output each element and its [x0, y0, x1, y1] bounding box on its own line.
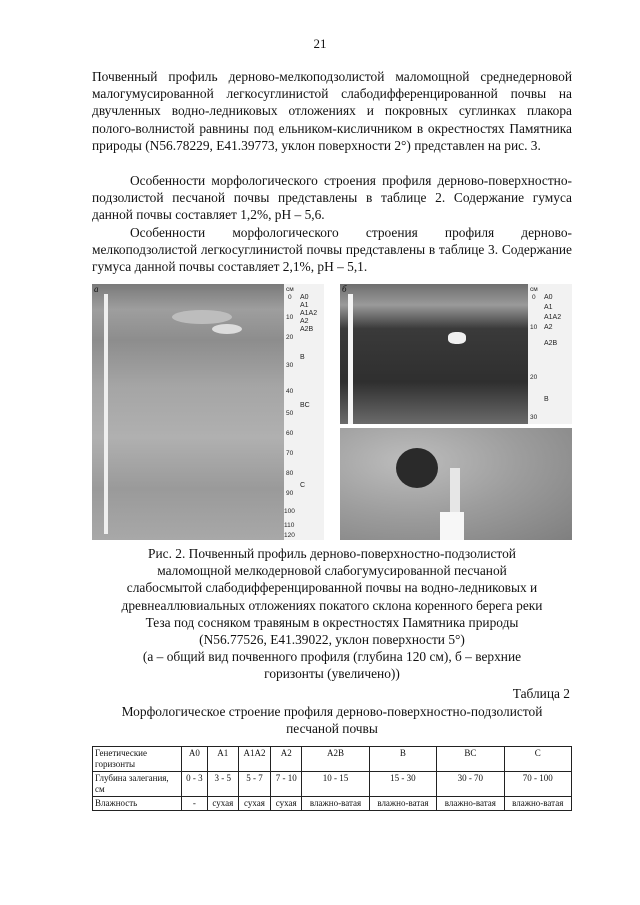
table-cell: A1A2	[238, 747, 270, 772]
horizon-label: A2	[544, 324, 553, 331]
caption-line: Рис. 2. Почвенный профиль дерново-поверхностно-подзолистой	[148, 546, 516, 561]
horizon-label: A0	[300, 294, 309, 301]
figure-caption	[92, 545, 572, 683]
horizon-label: A2	[300, 318, 309, 325]
table-cell: A0	[182, 747, 208, 772]
table-row	[93, 747, 572, 772]
caption-line: маломощной мелкодерновой слабогумусированной песчаной	[157, 563, 507, 579]
horizon-label: A1A2	[300, 310, 318, 317]
tick-label: 90	[286, 490, 294, 497]
table-cell: сухая	[271, 797, 302, 811]
table-cell: влажно-ватая	[302, 797, 369, 811]
table-cell: C	[504, 747, 571, 772]
morphology-table	[92, 746, 572, 811]
horizon-label: A1	[300, 302, 309, 309]
tick-label: 20	[530, 374, 538, 381]
tick-label: 80	[286, 470, 294, 477]
table-title-line: Морфологическое строение профиля дерново-поверхностно-подзолистой	[121, 704, 543, 719]
caption-line: слабосмытой слабодифференцированной почвы на водно-ледниковых и	[126, 580, 538, 596]
horizon-label: B	[544, 396, 549, 403]
row-header: Глубина залегания, см	[93, 772, 182, 797]
photo-label-a: а	[94, 284, 99, 294]
tick-label: 10	[286, 314, 294, 321]
table-cell: влажно-ватая	[437, 797, 504, 811]
table-cell: 10 - 15	[302, 772, 369, 797]
soil-closeup-photo	[340, 428, 572, 540]
table-row	[93, 772, 572, 797]
tick-label: 40	[286, 388, 294, 395]
tick-label: 0	[288, 294, 292, 301]
table-row	[93, 797, 572, 811]
tick-label: 30	[530, 414, 538, 421]
tick-label: 60	[286, 430, 294, 437]
caption-line: Теза под сосняком травяным в окрестностях Памятника природы	[145, 614, 519, 630]
caption-line: (N56.77526, E41.39022, уклон поверхности 5°)	[199, 632, 465, 648]
table-title-line: песчаной почвы	[286, 721, 378, 737]
row-header: Влажность	[93, 797, 182, 811]
table-cell: 70 - 100	[504, 772, 571, 797]
horizon-label: A2B	[544, 340, 558, 347]
table-cell: A2B	[302, 747, 369, 772]
paragraph-3: Особенности морфологического строения профиля дерново-мелкоподзолистой легкосуглинистой почвы представлены в таблице 3. Содержание гумуса данной почвы составляет 2,1%, pH – 5,1.	[92, 225, 572, 275]
soil-profile-photo-a	[92, 284, 324, 540]
table-cell: BC	[437, 747, 504, 772]
table-cell: сухая	[207, 797, 238, 811]
table-cell: A1	[207, 747, 238, 772]
tick-label: 20	[286, 334, 294, 341]
table-cell: 15 - 30	[369, 772, 436, 797]
table-cell: 30 - 70	[437, 772, 504, 797]
unit-label-a: см	[286, 286, 294, 293]
table-cell: 3 - 5	[207, 772, 238, 797]
table-cell: 0 - 3	[182, 772, 208, 797]
table-title	[92, 703, 572, 737]
paragraph-1: Почвенный профиль дерново-мелкоподзолистой маломощной среднедерновой малогумусированной легкосуглинистой слабодифференцированной почвы на двучленных водно-ледниковых отложениях и покровных суглинках плакора полого-волнистой равнины под ельником-кисличником в окрестностях Памятника природы (N56.78229, E41.39773, уклон поверхности 2°) представлен на рис. 3.	[92, 69, 572, 153]
table-cell: влажно-ватая	[504, 797, 571, 811]
tick-label: 120	[284, 532, 295, 539]
page-number: 21	[313, 36, 327, 51]
table-cell: A2	[271, 747, 302, 772]
horizon-label: A1	[544, 304, 553, 311]
horizon-label: A0	[544, 294, 553, 301]
table-cell: B	[369, 747, 436, 772]
horizon-label: A2B	[300, 326, 314, 333]
horizon-label: A1A2	[544, 314, 562, 321]
unit-label-b: см	[530, 286, 538, 293]
paragraph-2: Особенности морфологического строения профиля дерново-поверхностно-подзолистой песчаной почвы представлены в таблице 2. Содержание гумуса данной почвы составляет 1,2%, pH – 5,6.	[92, 173, 572, 223]
caption-line: горизонты (увеличено))	[264, 666, 400, 682]
tick-label: 30	[286, 362, 294, 369]
soil-profile-photo-b	[340, 284, 572, 424]
tick-label: 10	[530, 324, 538, 331]
table-cell: влажно-ватая	[369, 797, 436, 811]
tick-label: 100	[284, 508, 295, 515]
table-cell: 7 - 10	[271, 772, 302, 797]
photo-label-b: б	[342, 284, 347, 294]
table-cell: -	[182, 797, 208, 811]
table-cell: сухая	[238, 797, 270, 811]
horizon-label: B	[300, 354, 305, 361]
table-cell: 5 - 7	[238, 772, 270, 797]
tick-label: 50	[286, 410, 294, 417]
tick-label: 70	[286, 450, 294, 457]
horizon-label: C	[300, 482, 306, 489]
table-number: Таблица 2	[512, 686, 570, 701]
caption-line: древнеаллювиальных отложениях покатого склона коренного берега реки	[121, 597, 543, 613]
caption-line: (а – общий вид почвенного профиля (глубина 120 см), б – верхние	[142, 649, 522, 665]
tick-label: 110	[284, 522, 295, 529]
tick-label: 0	[532, 294, 536, 301]
horizon-label: BC	[300, 402, 310, 409]
row-header: Генетические горизонты	[93, 747, 182, 772]
